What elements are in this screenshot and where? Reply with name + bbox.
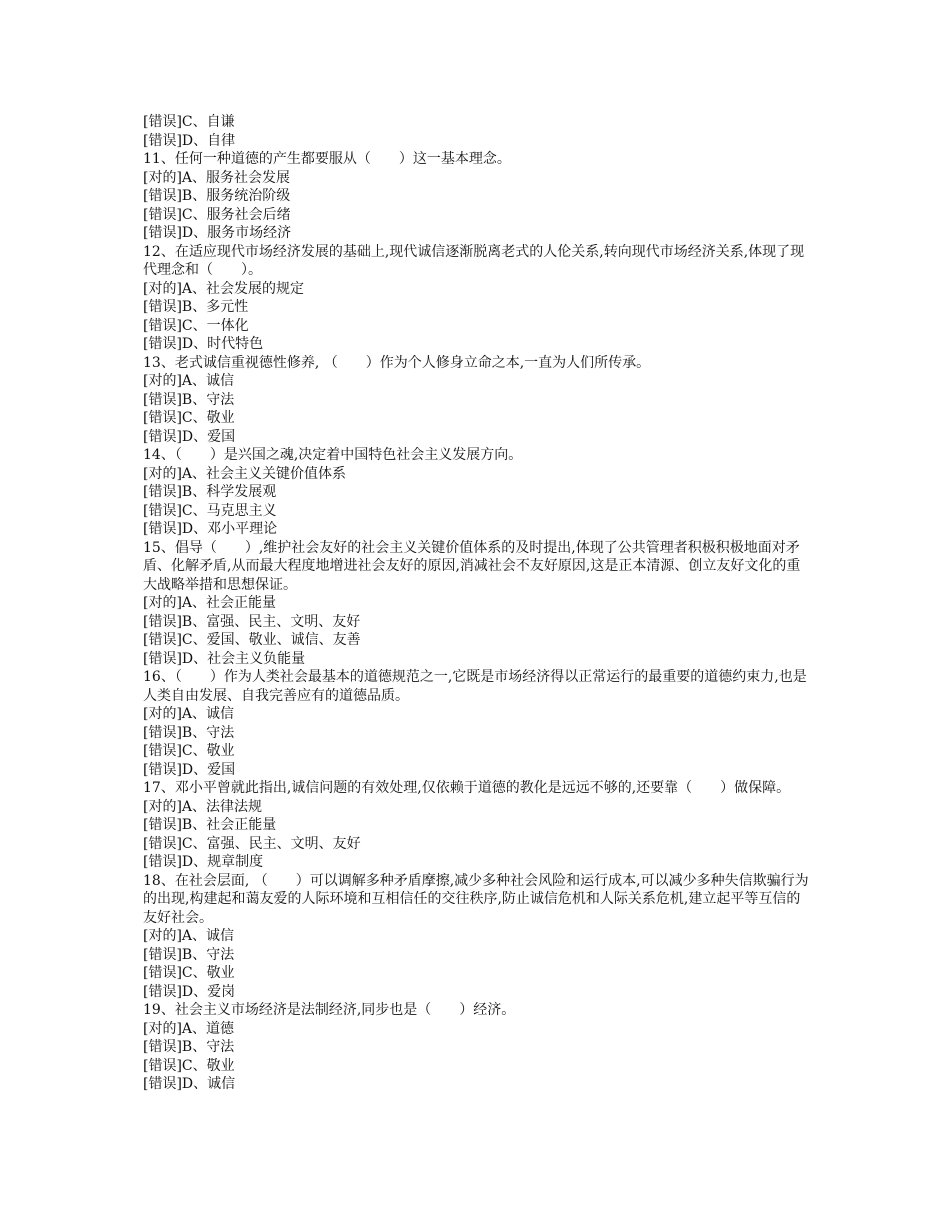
answer-option: [错误]D、爱岗 xyxy=(143,983,236,1000)
answer-option: [错误]C、自谦 xyxy=(143,114,235,130)
answer-option: [对的]A、服务社会发展 xyxy=(143,169,291,186)
answer-option: [错误]D、规章制度 xyxy=(143,854,264,870)
answer-option: [错误]C、敬业 xyxy=(143,743,235,759)
answer-option: [错误]D、自律 xyxy=(143,132,236,149)
answer-option: [错误]D、社会主义负能量 xyxy=(143,650,306,667)
answer-option: [错误]B、守法 xyxy=(143,391,235,408)
answer-option: [对的]A、诚信 xyxy=(143,706,235,722)
answer-option: [错误]C、富强、民主、文明、友好 xyxy=(143,835,361,852)
answer-option: [对的]A、诚信 xyxy=(143,373,235,389)
answer-option: [错误]D、服务市场经济 xyxy=(143,225,292,241)
answer-option: [错误]D、爱国 xyxy=(143,428,236,445)
answer-option: [错误]B、守法 xyxy=(143,1039,235,1055)
answer-option: [错误]D、邓小平理论 xyxy=(143,521,278,537)
answer-option: [错误]B、多元性 xyxy=(143,299,249,315)
question-text: 16、（ ）作为人类社会最基本的道德规范之一,它既是市场经济得以正常运行的最重要的道德约束力,也是人类自由发展、自我完善应有的道德品质。 xyxy=(143,669,807,704)
answer-option: [对的]A、社会发展的规定 xyxy=(143,280,305,297)
answer-option: [错误]C、敬业 xyxy=(143,1057,235,1074)
question-text: 13、老式诚信重视德性修养, （ ）作为个人修身立命之本,一直为人们所传承。 xyxy=(143,354,651,371)
answer-option: [错误]D、诚信 xyxy=(143,1076,236,1092)
answer-option: [错误]B、富强、民主、文明、友好 xyxy=(143,613,361,630)
answer-option: [错误]B、服务统治阶级 xyxy=(143,188,291,204)
answer-option: [对的]A、诚信 xyxy=(143,928,235,944)
answer-option: [对的]A、道德 xyxy=(143,1020,235,1037)
answer-option: [错误]B、守法 xyxy=(143,724,235,741)
question-text: 17、邓小平曾就此指出,诚信问题的有效处理,仅依赖于道德的教化是远远不够的,还要靠（ ）做保障。 xyxy=(143,780,791,796)
answer-option: [错误]C、一体化 xyxy=(143,317,249,334)
answer-option: [对的]A、社会正能量 xyxy=(143,595,277,611)
answer-option: [错误]C、服务社会后绪 xyxy=(143,206,291,223)
question-text: 14、（ ）是兴国之魂,决定着中国特色社会主义发展方向。 xyxy=(143,447,523,463)
question-text: 15、倡导（ ）,维护社会友好的社会主义关键价值体系的及时提出,体现了公共管理者积极积极地面对矛盾、化解矛盾,从而最大程度地增进社会友好的原因,消减社会不友好原因,这是正本清源、创立友好文化的重大战略举措和思想保证。 xyxy=(143,539,801,593)
answer-option: [错误]C、爱国、敬业、诚信、友善 xyxy=(143,632,361,648)
question-text: 19、社会主义市场经济是法制经济,同步也是（ ）经济。 xyxy=(143,1002,516,1018)
answer-option: [对的]A、社会主义关键价值体系 xyxy=(143,465,347,482)
answer-option: [错误]C、敬业 xyxy=(143,965,235,981)
question-text: 11、任何一种道德的产生都要服从（ ）这一基本理念。 xyxy=(143,151,511,167)
answer-option: [错误]D、时代特色 xyxy=(143,336,264,352)
question-text: 18、在社会层面, （ ）可以调解多种矛盾摩擦,减少多种社会风险和运行成本,可以减少多种失信欺骗行为的出现,构建起和蔼友爱的人际环境和互相信任的交往秩序,防止诚信危机和人际关系危机,建立起平等互信的友好社会。 xyxy=(143,872,809,926)
document-body xyxy=(143,113,811,1094)
answer-option: [错误]D、爱国 xyxy=(143,761,236,778)
answer-option: [错误]C、敬业 xyxy=(143,410,235,426)
answer-option: [错误]C、马克思主义 xyxy=(143,502,277,519)
answer-option: [对的]A、法律法规 xyxy=(143,798,263,815)
answer-option: [错误]B、社会正能量 xyxy=(143,817,277,833)
answer-option: [错误]B、科学发展观 xyxy=(143,484,277,500)
question-text: 12、在适应现代市场经济发展的基础上,现代诚信逐渐脱离老式的人伦关系,转向现代市场经济关系,体现了现代理念和（ ）。 xyxy=(143,243,805,278)
answer-option: [错误]B、守法 xyxy=(143,946,235,963)
